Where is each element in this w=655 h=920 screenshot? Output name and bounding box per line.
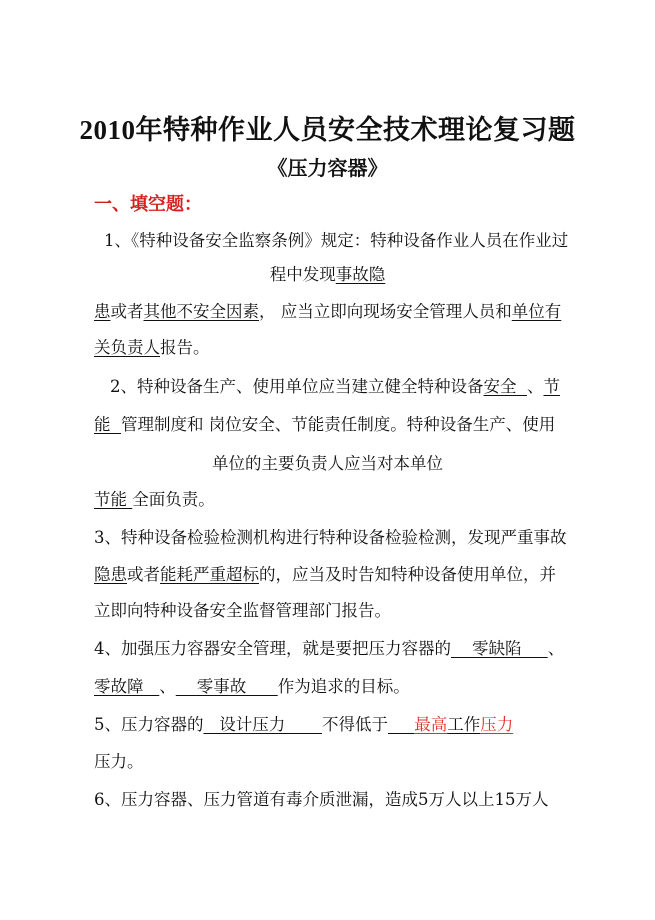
q2-answer-1: 安全 — [483, 377, 527, 396]
q5-line-1: 5、压力容器的 设计压力 不得低于 最高工作压力 — [94, 715, 514, 734]
q1-answer-1-cont: 患 — [94, 302, 111, 321]
q4-answer-2: 零故障 — [94, 677, 160, 696]
q1-answer-3: 单位有 — [511, 302, 562, 321]
q2-line-3: 单位的主要负责人应当对本单位 — [212, 454, 443, 473]
q1-line-1: 1、《特种设备安全监察条例》规定：特种设备作业人员在作业过 — [104, 231, 569, 250]
q3-line-1: 3、特种设备检验检测机构进行特种设备检验检测，发现严重事故 — [94, 528, 567, 547]
q1-line-2: 程中发现事故隐 — [269, 265, 386, 284]
q1-line-4: 关负责人报告。 — [94, 338, 210, 357]
q1-answer-1: 事故隐 — [335, 265, 386, 284]
q4-answer-3: 零事故 — [175, 677, 278, 696]
q2-line-2: 能 管理制度和 岗位安全、节能责任制度。特种设备生产、使用 — [94, 415, 556, 434]
q5-answer-2b: 工作 — [447, 715, 481, 734]
q3-answer-1: 隐患 — [94, 565, 127, 584]
section-heading: 一、填空题： — [94, 194, 202, 215]
q2-answer-2: 节 — [543, 377, 560, 396]
q3-answer-2: 能耗严重超标 — [160, 565, 259, 584]
q4-line-2: 零故障 、 零事故 作为追求的目标。 — [94, 677, 410, 696]
q2-line-4: 节能 全面负责。 — [94, 490, 215, 509]
q4-answer-1: 零缺陷 — [451, 639, 548, 658]
q1-answer-2: 其他不安全因素 — [143, 302, 259, 321]
page-title: 2010年特种作业人员安全技术理论复习题 — [79, 115, 576, 145]
q2-answer-2-cont: 能 — [94, 415, 121, 434]
q6-line-1: 6、压力容器、压力管道有毒介质泄漏，造成5万人以上15万人 — [94, 790, 549, 809]
q2-answer-3: 节能 — [94, 490, 133, 509]
q4-line-1: 4、加强压力容器安全管理，就是要把压力容器的 零缺陷 、 — [94, 639, 565, 658]
q5-answer-1: 设计压力 — [203, 715, 322, 734]
q3-line-3: 立即向特种设备安全监督管理部门报告。 — [94, 601, 391, 620]
q2-line-1: 2、特种设备生产、使用单位应当建立健全特种设备安全 、节 — [110, 377, 560, 396]
q5-answer-2a: 最高 — [414, 715, 448, 734]
q3-line-2: 隐患或者能耗严重超标的，应当及时告知特种设备使用单位，并 — [94, 565, 556, 584]
q1-answer-3-cont: 关负责人 — [94, 338, 160, 357]
q1-line-3: 患或者其他不安全因素， 应当立即向现场安全管理人员和单位有 — [94, 302, 562, 321]
page-subtitle: 《压力容器》 — [267, 156, 388, 180]
q5-answer-2c: 压力 — [480, 715, 514, 734]
q5-line-2: 压力。 — [94, 752, 144, 771]
